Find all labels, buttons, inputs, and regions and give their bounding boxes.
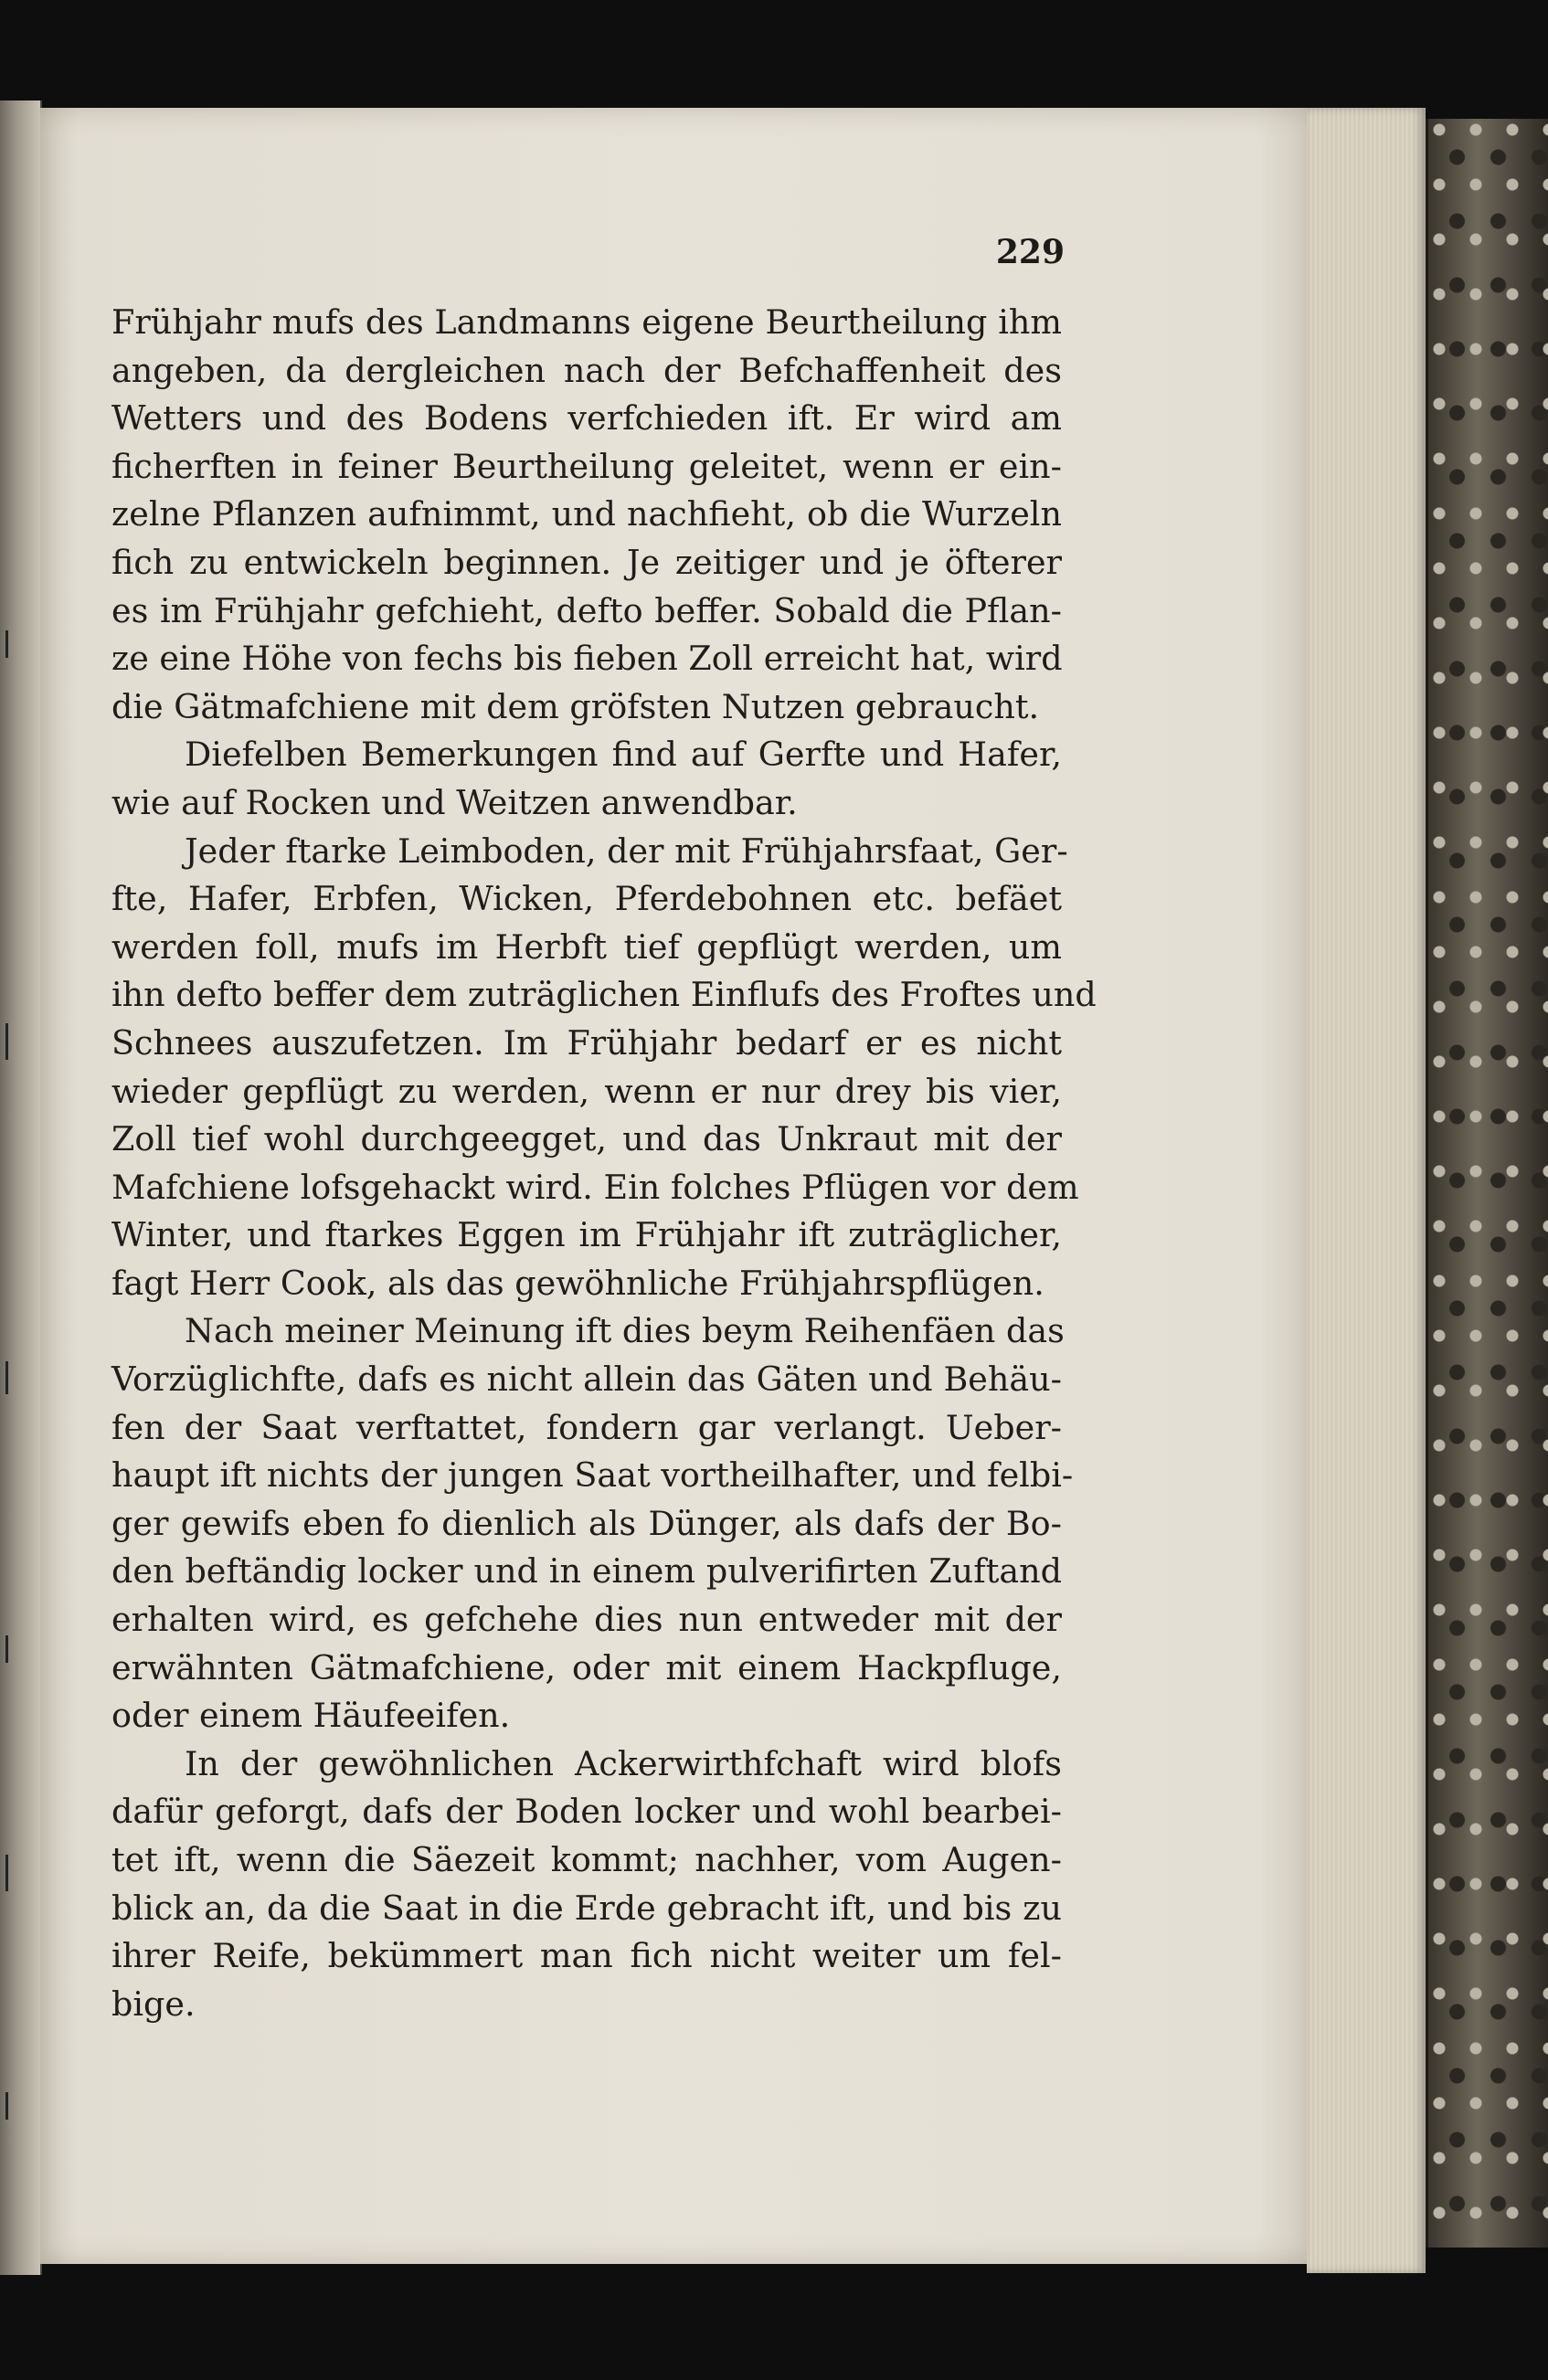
text-line: fagt Herr Cook, als das gewöhnliche Frühjahrspflügen.	[111, 1263, 1044, 1303]
text-line: wieder gepflügt zu werden, wenn er nur drey bis vier,	[111, 1071, 1062, 1111]
text-line: ihn defto beffer dem zuträglichen Einflufs des Froftes und	[111, 975, 1097, 1015]
text-line: erwähnten Gätmafchiene, oder mit einem Hackpfluge,	[111, 1647, 1062, 1687]
text-line: fen der Saat verftattet, fondern gar verlangt. Ueber-	[111, 1407, 1062, 1447]
text-line: Winter, und ftarkes Eggen im Frühjahr ift zuträglicher,	[111, 1215, 1062, 1255]
text-line: Wetters und des Bodens verfchieden ift. Er wird am	[111, 398, 1062, 439]
text-line: Jeder ftarke Leimboden, der mit Frühjahrsfaat, Ger-	[185, 830, 1068, 871]
text-line: angeben, da dergleichen nach der Befchaffenheit des	[111, 350, 1062, 390]
text-line: oder einem Häufeeifen.	[111, 1696, 511, 1736]
text-line: ger gewifs eben fo dienlich als Dünger, als dafs der Bo-	[111, 1503, 1062, 1543]
text-line: tet ift, wenn die Säezeit kommt; nachher, vom Augen-	[111, 1840, 1062, 1879]
page-number: 229	[995, 233, 1065, 271]
text-line: zelne Pflanzen aufnimmt, und nachfieht, ob die Wurzeln	[111, 494, 1062, 534]
text-line: blick an, da die Saat in die Erde gebracht ift, und bis zu	[111, 1888, 1062, 1928]
text-line: fich zu entwickeln beginnen. Je zeitiger und je öfterer	[111, 542, 1062, 582]
text-line: Schnees auszufetzen. Im Frühjahr bedarf er es nicht	[111, 1022, 1062, 1063]
text-line: die Gätmafchiene mit dem gröfsten Nutzen gebraucht.	[111, 686, 1040, 726]
edge-mark	[5, 1855, 8, 1891]
page-fore-edge	[1307, 108, 1426, 2273]
edge-mark	[5, 630, 8, 658]
text-line: den beftändig locker und in einem pulverifirten Zuftand	[111, 1551, 1062, 1592]
text-line: bige.	[111, 1983, 196, 2024]
edge-mark	[5, 1635, 8, 1663]
text-line: Zoll tief wohl durchgeegget, und das Unkraut mit der	[111, 1119, 1062, 1159]
body-text	[111, 299, 1097, 2028]
text-line: wie auf Rocken und Weitzen anwendbar.	[111, 782, 798, 822]
text-line: ficherften in feiner Beurtheilung geleitet, wenn er ein-	[111, 446, 1062, 486]
text-line: ihrer Reife, bekümmert man fich nicht weiter um fel-	[111, 1936, 1062, 1976]
text-line: Vorzüglichfte, dafs es nicht allein das Gäten und Behäu-	[111, 1359, 1062, 1400]
text-line: Frühjahr mufs des Landmanns eigene Beurtheilung ihm	[111, 302, 1062, 342]
facing-page-edge	[0, 100, 42, 2275]
text-line: Mafchiene lofsgehackt wird. Ein folches Pflügen vor dem	[111, 1167, 1079, 1207]
edge-mark	[5, 1023, 8, 1060]
marbled-cover-edge	[1426, 119, 1548, 2248]
text-line: In der gewöhnlichen Ackerwirthfchaft wird blofs	[185, 1743, 1062, 1783]
text-line: fte, Hafer, Erbfen, Wicken, Pferdebohnen etc. befäet	[111, 879, 1062, 919]
text-line: ze eine Höhe von fechs bis fieben Zoll erreicht hat, wird	[111, 639, 1063, 679]
text-line: Nach meiner Meinung ift dies beym Reihenfäen das	[185, 1311, 1065, 1351]
edge-mark	[5, 1361, 8, 1394]
text-line: werden foll, mufs im Herbft tief gepflügt werden, um	[111, 926, 1062, 967]
text-line: erhalten wird, es gefchehe dies nun entweder mit der	[111, 1600, 1062, 1640]
text-line: dafür geforgt, dafs der Boden locker und wohl bearbei-	[111, 1792, 1062, 1832]
edge-mark	[5, 2092, 8, 2120]
text-line: Diefelben Bemerkungen find auf Gerfte und Hafer,	[185, 735, 1062, 775]
text-line: haupt ift nichts der jungen Saat vortheilhafter, und felbi-	[111, 1455, 1074, 1496]
text-line: es im Frühjahr gefchieht, defto beffer. Sobald die Pflan-	[111, 590, 1062, 630]
